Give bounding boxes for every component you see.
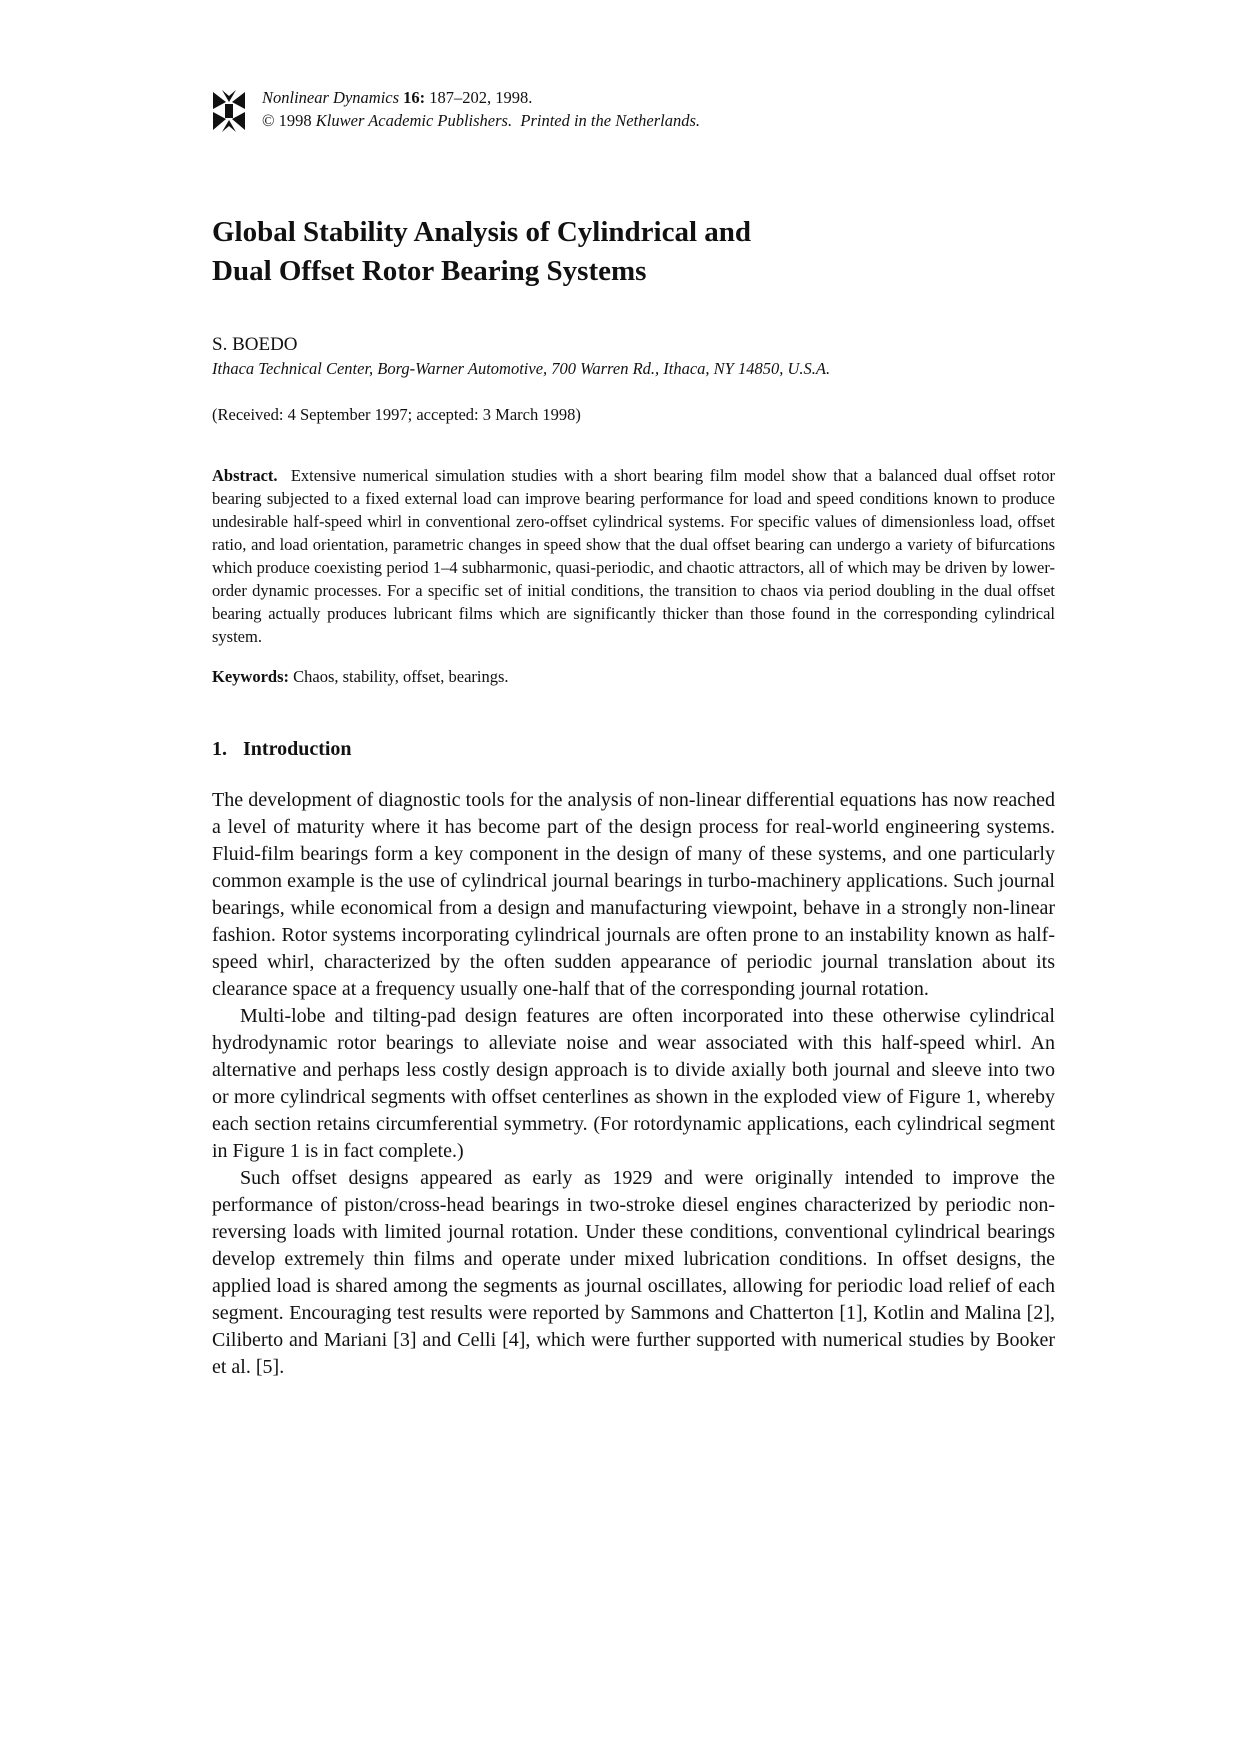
printed-location: Printed in the Netherlands. [520,111,701,130]
abstract-text: Extensive numerical simulation studies with a short bearing film model show that a balanced dual offset rotor bearing subjected to a fixed external load can improve bearing performance for load and speed conditions known to produce undesirable half-speed whirl in conventional zero-offset cylindrical systems. For specific values of dimensionless load, offset ratio, and load orientation, parametric changes in speed show that the dual offset bearing can undergo a variety of bifurcations which produce coexisting period 1–4 subharmonic, quasi-periodic, and chaotic attractors, all of which may be driven by lower-order dynamic processes. For a specific set of initial conditions, the transition to chaos via period doubling in the dual offset bearing actually produces lubricant films which are significantly thicker than those found in the corresponding cylindrical system. [212,466,1055,646]
publisher-name: Kluwer Academic Publishers. [315,111,513,130]
publisher-logo-icon [212,90,246,132]
journal-citation [262,86,700,109]
journal-pages: 187–202, 1998. [429,88,533,107]
copyright-year: 1998 [278,111,312,130]
abstract-label: Abstract. [212,466,278,485]
title-line-1: Global Stability Analysis of Cylindrical and [212,216,752,248]
body-text [212,787,1055,1381]
journal-name: Nonlinear Dynamics [262,88,400,107]
paragraph: Such offset designs appeared as early as 1929 and were originally intended to improve the performance of piston/cross-head bearings in two-stroke diesel engines characterized by periodic non-reversing loads with limited journal rotation. Under these conditions, conventional cylindrical bearings develop extremely thin films and operate under mixed lubrication conditions. In offset designs, the applied load is shared among the segments as journal oscillates, allowing for periodic load relief of each segment. Encouraging test results were reported by Sammons and Chatterton [1], Kotlin and Malina [2], Ciliberto and Mariani [3] and Celli [4], which were further supported with numerical studies by Booker et al. [5]. [212,1167,1055,1378]
journal-header [212,86,912,136]
title-line-2: Dual Offset Rotor Bearing Systems [212,255,647,287]
author-affiliation: Ithaca Technical Center, Borg-Warner Automotive, 700 Warren Rd., Ithaca, NY 14850, U.S.A. [212,359,831,378]
paragraph: The development of diagnostic tools for the analysis of non-linear differential equations has now reached a level of maturity where it has become part of the design process for real-world engineering systems. Fluid-film bearings form a key component in the design of many of these systems, and one particularly common example is the use of cylindrical journal bearings in turbo-machinery applications. Such journal bearings, while economical from a design and manufacturing viewpoint, behave in a strongly non-linear fashion. Rotor systems incorporating cylindrical journals are often prone to an instability known as half-speed whirl, characterized by the often sudden appearance of periodic journal translation about its clearance space at a frequency usually one-half that of the corresponding journal rotation. [212,789,1055,1000]
received-dates: (Received: 4 September 1997; accepted: 3 March 1998) [212,405,581,424]
paper-title [212,213,1112,291]
keywords-label: Keywords: [212,667,289,686]
section-heading [212,736,352,762]
section-title: Introduction [243,738,352,760]
journal-volume: 16: [403,88,426,107]
abstract [212,464,1055,648]
copyright-symbol: © [262,111,275,130]
section-number: 1. [212,738,227,760]
author-name: S. BOEDO [212,334,298,355]
keywords-text: Chaos, stability, offset, bearings. [293,667,509,686]
keywords [212,666,509,688]
copyright-line [262,109,700,132]
paragraph: Multi-lobe and tilting-pad design features are often incorporated into these otherwise cylindrical hydrodynamic rotor bearings to alleviate noise and wear associated with this half-speed whirl. An alternative and perhaps less costly design approach is to divide axially both journal and sleeve into two or more cylindrical segments with offset centerlines as shown in the exploded view of Figure 1, whereby each section retains circumferential symmetry. (For rotordynamic applications, each cylindrical segment in Figure 1 is in fact complete.) [212,1005,1055,1162]
